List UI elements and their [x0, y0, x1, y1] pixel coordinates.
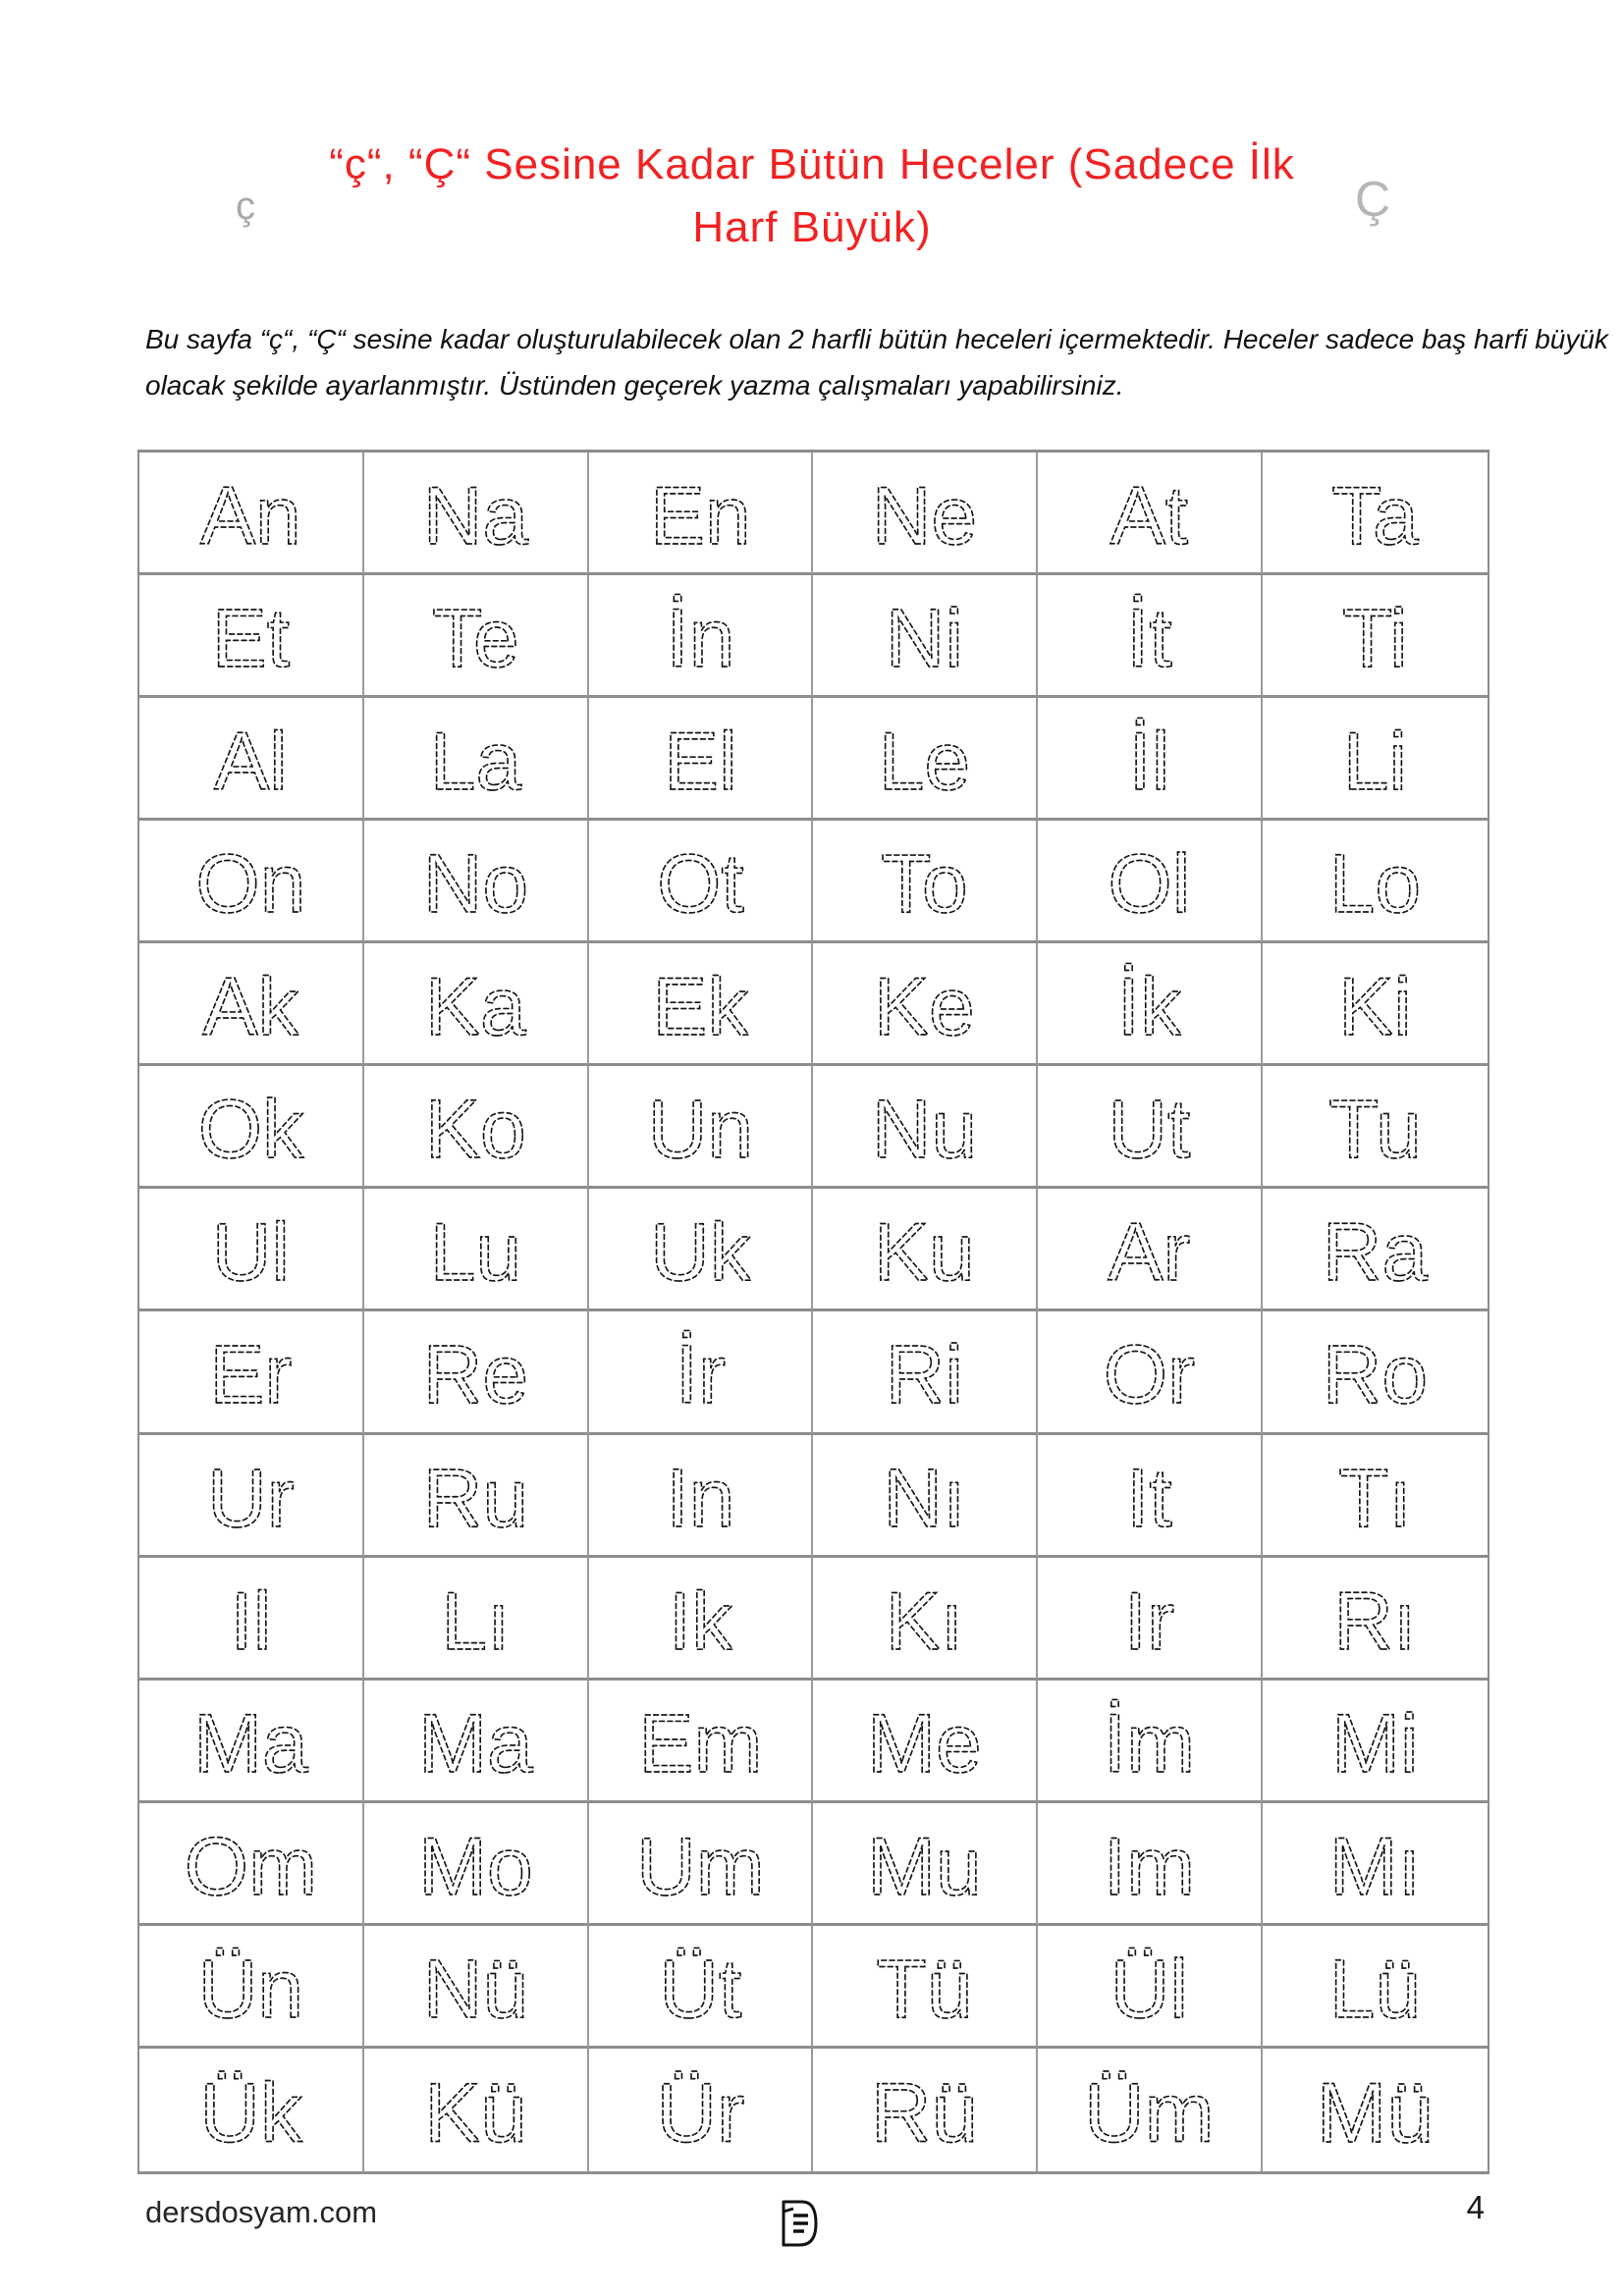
syllable-cell [364, 1189, 589, 1311]
syllable-cell [589, 1681, 814, 1803]
traceable-syllable [139, 943, 362, 1063]
syllable-cell [813, 575, 1038, 698]
traceable-syllable [1038, 1066, 1261, 1186]
syllable-text: Er [209, 1328, 293, 1421]
syllable-text: Ün [197, 1942, 304, 2035]
traceable-syllable [364, 1803, 587, 1923]
watermark-uppercase-c: Ç [1355, 172, 1391, 227]
syllable-text: Ir [1124, 1574, 1175, 1667]
syllable-cell [589, 453, 814, 575]
syllable-text: Kü [424, 2066, 527, 2161]
traceable-syllable [1263, 575, 1488, 695]
syllable-cell [1263, 943, 1488, 1066]
syllable-cell [813, 698, 1038, 821]
traceable-syllable [589, 1066, 812, 1186]
syllable-text: Mı [1328, 1819, 1422, 1912]
syllable-cell [813, 1926, 1038, 2049]
syllable-cell [813, 1558, 1038, 1681]
syllable-cell [1263, 1311, 1488, 1434]
syllable-cell [364, 1926, 589, 2049]
page-title-line1: “ç“, “Ç“ Sesine Kadar Bütün Heceler (Sadece İlk [329, 140, 1295, 188]
syllable-text: No [422, 836, 528, 930]
syllable-text: Ro [1322, 1328, 1429, 1421]
syllable-cell [139, 1681, 364, 1803]
syllable-text: Mü [1316, 2065, 1435, 2161]
syllable-cell [139, 821, 364, 943]
syllable-text: Ar [1108, 1205, 1191, 1299]
traceable-syllable [813, 1066, 1036, 1186]
syllable-cell [1263, 2049, 1488, 2171]
syllable-text: En [649, 468, 751, 561]
description-line1: Bu sayfa “ç“, “Ç“ sesine kadar oluşturulabilecek olan 2 harfli bütün heceleri içermektedir. Heceler sadece baş harfi büyük [145, 324, 1608, 354]
syllable-cell [1038, 575, 1263, 698]
syllable-grid [137, 450, 1489, 2174]
syllable-cell [1038, 1558, 1263, 1681]
syllable-cell [813, 1066, 1038, 1189]
traceable-syllable [364, 2049, 587, 2171]
syllable-cell [364, 1558, 589, 1681]
syllable-text: Nu [872, 1083, 978, 1176]
syllable-text: Mo [417, 1819, 533, 1912]
syllable-cell [589, 1803, 814, 1926]
traceable-syllable [813, 943, 1036, 1063]
syllable-text: El [663, 714, 737, 807]
syllable-text: Üm [1084, 2066, 1215, 2161]
traceable-syllable [364, 1311, 587, 1431]
syllable-text: Uk [649, 1205, 751, 1299]
syllable-cell [139, 698, 364, 821]
traceable-syllable [813, 698, 1036, 818]
syllable-text: İt [1126, 591, 1173, 684]
syllable-cell [139, 2049, 364, 2171]
traceable-syllable [1038, 943, 1261, 1063]
syllable-text: Ra [1322, 1205, 1429, 1299]
syllable-text: In [666, 1451, 735, 1544]
syllable-cell [589, 1558, 814, 1681]
traceable-syllable [1038, 2049, 1261, 2171]
syllable-cell [1038, 821, 1263, 943]
traceable-syllable [813, 453, 1036, 572]
syllable-cell [1038, 1066, 1263, 1189]
syllable-text: Ta [1331, 468, 1419, 561]
syllable-text: Tü [876, 1942, 973, 2035]
syllable-text: Ol [1108, 836, 1191, 930]
syllable-text: Um [635, 1819, 765, 1912]
syllable-cell [1038, 1435, 1263, 1558]
traceable-syllable [139, 575, 362, 695]
syllable-text: Nı [883, 1451, 966, 1544]
watermark-lowercase-c: ç [236, 185, 255, 228]
syllable-cell [1038, 1189, 1263, 1311]
syllable-text: Tı [1338, 1451, 1412, 1544]
traceable-syllable [1038, 698, 1261, 818]
traceable-syllable [589, 1803, 812, 1923]
syllable-cell [813, 1681, 1038, 1803]
syllable-text: Ik [668, 1574, 732, 1667]
syllable-cell [813, 1803, 1038, 1926]
traceable-syllable [139, 2049, 362, 2171]
syllable-text: Ne [872, 468, 978, 561]
traceable-syllable [1263, 453, 1488, 572]
syllable-cell [364, 1681, 589, 1803]
syllable-cell [364, 1435, 589, 1558]
syllable-cell [139, 1435, 364, 1558]
syllable-cell [589, 1435, 814, 1558]
syllable-cell [589, 2049, 814, 2171]
traceable-syllable [364, 1926, 587, 2046]
syllable-cell [813, 2049, 1038, 2171]
syllable-text: Ok [197, 1083, 304, 1176]
traceable-syllable [364, 453, 587, 572]
traceable-syllable [1038, 1435, 1261, 1555]
syllable-cell [1263, 575, 1488, 698]
syllable-text: Mu [867, 1819, 983, 1912]
traceable-syllable [364, 575, 587, 695]
syllable-cell [1263, 1558, 1488, 1681]
syllable-text: Il [230, 1574, 272, 1667]
syllable-text: Im [1104, 1819, 1196, 1912]
traceable-syllable [589, 698, 812, 818]
page-number: 4 [1466, 2189, 1485, 2225]
traceable-syllable [139, 1803, 362, 1923]
traceable-syllable [813, 1311, 1036, 1431]
syllable-text: Un [647, 1083, 753, 1176]
traceable-syllable [589, 1435, 812, 1555]
syllable-text: Lı [441, 1574, 511, 1667]
syllable-cell [139, 453, 364, 575]
traceable-syllable [813, 575, 1036, 695]
syllable-cell [364, 698, 589, 821]
syllable-cell [1263, 1926, 1488, 2049]
syllable-text: Re [422, 1328, 528, 1421]
syllable-cell [589, 1189, 814, 1311]
syllable-cell [1263, 1681, 1488, 1803]
traceable-syllable [1038, 1189, 1261, 1308]
traceable-syllable [364, 943, 587, 1063]
traceable-syllable [1038, 575, 1261, 695]
traceable-syllable [1263, 1803, 1488, 1923]
syllable-cell [1263, 1189, 1488, 1311]
syllable-text: İn [666, 591, 735, 684]
syllable-text: Le [879, 714, 971, 807]
syllable-cell [589, 1066, 814, 1189]
description-text [145, 316, 1608, 408]
syllable-cell [139, 1189, 364, 1311]
syllable-text: İl [1128, 714, 1170, 807]
traceable-syllable [139, 1189, 362, 1308]
syllable-text: Ak [202, 960, 299, 1053]
syllable-cell [139, 1311, 364, 1434]
syllable-cell [139, 943, 364, 1066]
syllable-cell [364, 1803, 589, 1926]
syllable-text: To [881, 836, 969, 930]
syllable-text: Ke [874, 960, 976, 1053]
traceable-syllable [364, 1435, 587, 1555]
syllable-text: Ma [417, 1696, 533, 1789]
syllable-cell [364, 821, 589, 943]
traceable-syllable [589, 1681, 812, 1800]
traceable-syllable [1263, 1435, 1488, 1555]
syllable-cell [1038, 2049, 1263, 2171]
traceable-syllable [364, 698, 587, 818]
traceable-syllable [813, 821, 1036, 940]
traceable-syllable [813, 1558, 1036, 1678]
syllable-cell [1038, 943, 1263, 1066]
syllable-cell [364, 575, 589, 698]
traceable-syllable [589, 453, 812, 572]
traceable-syllable [1263, 2049, 1488, 2171]
syllable-cell [1038, 1926, 1263, 2049]
syllable-text: Li [1342, 714, 1408, 807]
traceable-syllable [1263, 943, 1488, 1063]
traceable-syllable [1263, 1311, 1488, 1431]
syllable-text: Ki [1338, 960, 1412, 1053]
syllable-cell [1263, 698, 1488, 821]
syllable-cell [813, 453, 1038, 575]
syllable-cell [589, 698, 814, 821]
traceable-syllable [589, 943, 812, 1063]
traceable-syllable [589, 2049, 812, 2171]
syllable-text: İm [1104, 1696, 1196, 1789]
traceable-syllable [1263, 1926, 1488, 2046]
syllable-text: Et [211, 591, 291, 684]
syllable-cell [813, 943, 1038, 1066]
traceable-syllable [813, 1435, 1036, 1555]
syllable-cell [1038, 1803, 1263, 1926]
syllable-text: Ek [652, 960, 749, 1053]
traceable-syllable [139, 1558, 362, 1678]
syllable-text: Ma [193, 1696, 308, 1789]
syllable-text: Ul [211, 1205, 291, 1299]
syllable-text: Om [184, 1819, 318, 1912]
traceable-syllable [1263, 1189, 1488, 1308]
syllable-cell [1263, 821, 1488, 943]
description-line2: olacak şekilde ayarlanmıştır. Üstünden geçerek yazma çalışmaları yapabilirsiniz. [145, 370, 1124, 400]
syllable-text: İk [1117, 960, 1182, 1053]
syllable-text: Kı [886, 1574, 964, 1667]
syllable-cell [1263, 1435, 1488, 1558]
syllable-cell [589, 1311, 814, 1434]
syllable-cell [1263, 1803, 1488, 1926]
traceable-syllable [139, 698, 362, 818]
syllable-text: Ut [1108, 1083, 1191, 1176]
traceable-syllable [1263, 1558, 1488, 1678]
syllable-text: At [1110, 468, 1189, 561]
traceable-syllable [813, 1803, 1036, 1923]
syllable-text: Na [422, 468, 528, 561]
syllable-cell [364, 943, 589, 1066]
traceable-syllable [589, 821, 812, 940]
traceable-syllable [1263, 1681, 1488, 1800]
traceable-syllable [364, 1558, 587, 1678]
traceable-syllable [364, 821, 587, 940]
traceable-syllable [139, 1926, 362, 2046]
traceable-syllable [1263, 1066, 1488, 1186]
traceable-syllable [813, 1926, 1036, 2046]
syllable-text: Ur [207, 1451, 295, 1544]
syllable-cell [1263, 1066, 1488, 1189]
syllable-cell [364, 1066, 589, 1189]
syllable-text: Lü [1328, 1942, 1422, 2035]
syllable-cell [139, 1803, 364, 1926]
traceable-syllable [813, 1681, 1036, 1800]
syllable-text: Mi [1331, 1696, 1419, 1789]
syllable-cell [1038, 698, 1263, 821]
syllable-cell [589, 1926, 814, 2049]
syllable-cell [139, 575, 364, 698]
syllable-cell [813, 1311, 1038, 1434]
traceable-syllable [1038, 1558, 1261, 1678]
syllable-text: Or [1104, 1328, 1196, 1421]
traceable-syllable [813, 1189, 1036, 1308]
syllable-cell [364, 1311, 589, 1434]
syllable-text: Tu [1328, 1083, 1423, 1176]
syllable-cell [813, 1435, 1038, 1558]
traceable-syllable [1263, 821, 1488, 940]
traceable-syllable [1038, 1681, 1261, 1800]
syllable-text: Ti [1342, 591, 1408, 684]
traceable-syllable [139, 453, 362, 572]
traceable-syllable [364, 1189, 587, 1308]
traceable-syllable [1038, 453, 1261, 572]
syllable-cell [589, 575, 814, 698]
syllable-text: Ko [424, 1083, 526, 1176]
syllable-cell [139, 1558, 364, 1681]
syllable-cell [1038, 1311, 1263, 1434]
syllable-text: Ük [199, 2066, 302, 2161]
page-title-line2: Harf Büyük) [692, 203, 932, 251]
syllable-text: Ri [886, 1328, 964, 1421]
traceable-syllable [139, 1311, 362, 1431]
syllable-text: Te [431, 591, 519, 684]
traceable-syllable [1038, 821, 1261, 940]
syllable-cell [1038, 453, 1263, 575]
syllable-cell [1263, 453, 1488, 575]
traceable-syllable [364, 1681, 587, 1800]
traceable-syllable [1038, 1803, 1261, 1923]
syllable-cell [364, 453, 589, 575]
document-icon [775, 2197, 820, 2250]
traceable-syllable [1038, 1311, 1261, 1431]
syllable-text: Nü [422, 1942, 528, 2035]
footer-website: dersdosyam.com [145, 2195, 378, 2229]
syllable-text: Rü [871, 2066, 979, 2161]
traceable-syllable [139, 1435, 362, 1555]
traceable-syllable [139, 821, 362, 940]
traceable-syllable [589, 1558, 812, 1678]
syllable-text: Ni [886, 591, 964, 684]
syllable-text: Me [867, 1696, 983, 1789]
syllable-cell [813, 1189, 1038, 1311]
syllable-text: Ka [424, 960, 526, 1053]
syllable-text: An [200, 468, 301, 561]
syllable-text: On [195, 836, 306, 930]
syllable-text: İr [675, 1328, 726, 1421]
traceable-syllable [589, 1311, 812, 1431]
traceable-syllable [589, 1189, 812, 1308]
traceable-syllable [139, 1066, 362, 1186]
syllable-text: Al [214, 714, 288, 807]
syllable-text: Ru [422, 1451, 528, 1544]
syllable-text: Üt [659, 1942, 742, 2035]
traceable-syllable [1263, 698, 1488, 818]
traceable-syllable [1038, 1926, 1261, 2046]
syllable-text: Lu [429, 1205, 521, 1299]
traceable-syllable [139, 1681, 362, 1800]
syllable-cell [813, 821, 1038, 943]
syllable-text: Em [638, 1696, 763, 1789]
syllable-text: It [1126, 1451, 1173, 1544]
syllable-cell [1038, 1681, 1263, 1803]
syllable-text: La [429, 714, 521, 807]
syllable-cell [139, 1066, 364, 1189]
syllable-text: Lo [1328, 836, 1422, 930]
syllable-cell [589, 821, 814, 943]
syllable-text: Rı [1333, 1574, 1417, 1667]
syllable-text: Ot [656, 836, 744, 930]
syllable-text: Ku [874, 1205, 976, 1299]
traceable-syllable [589, 1926, 812, 2046]
syllable-cell [139, 1926, 364, 2049]
traceable-syllable [364, 1066, 587, 1186]
traceable-syllable [589, 575, 812, 695]
syllable-cell [364, 2049, 589, 2171]
syllable-text: Ür [656, 2066, 745, 2161]
syllable-text: Ül [1110, 1942, 1189, 2035]
traceable-syllable [813, 2049, 1036, 2171]
syllable-cell [589, 943, 814, 1066]
